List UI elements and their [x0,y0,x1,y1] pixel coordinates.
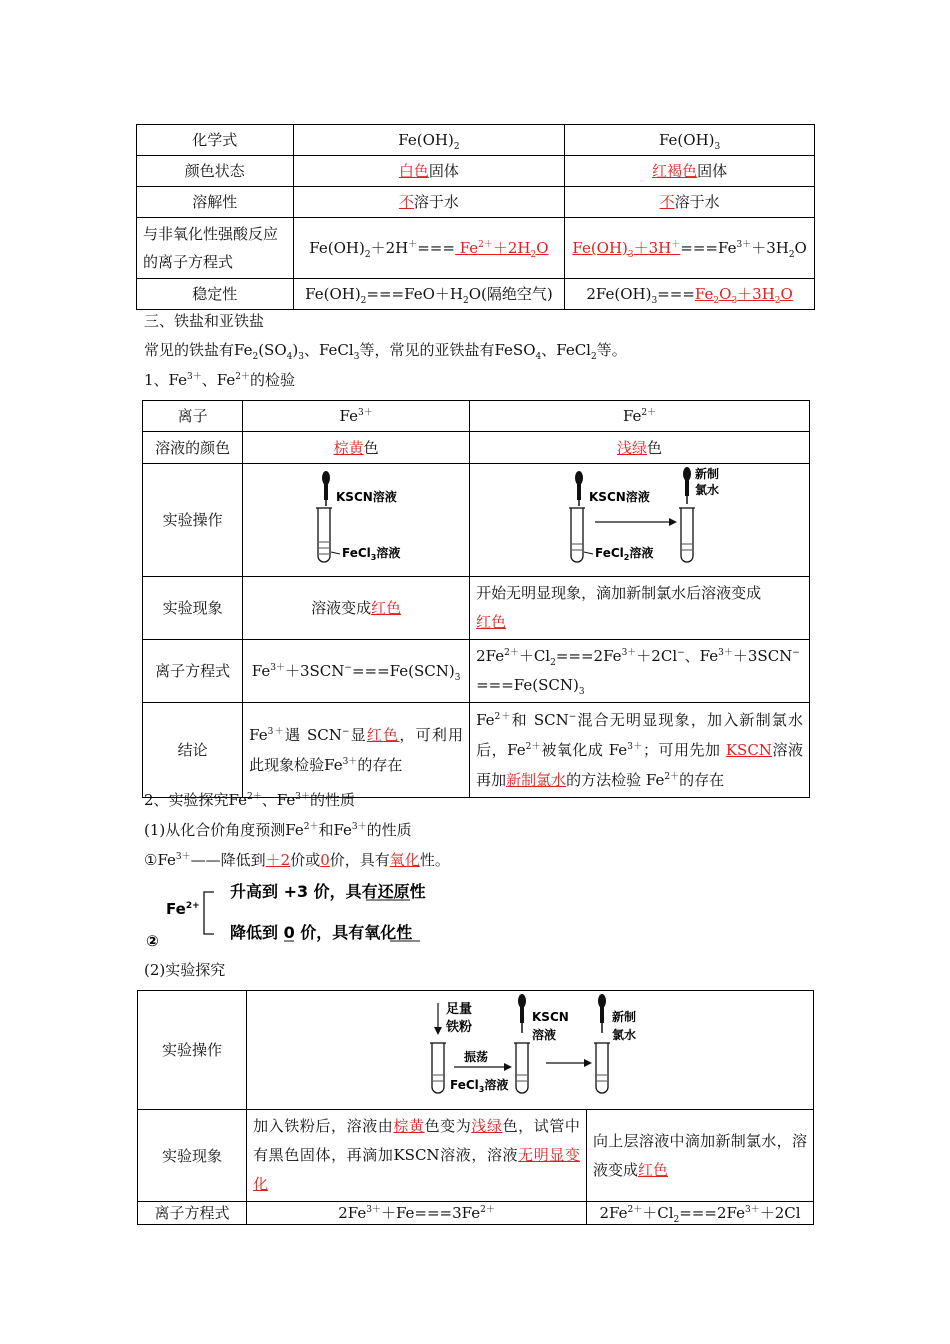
feoh3-solubility: 不溶于水 [565,187,815,218]
paragraph-1a: $①Fe^{3+}——$降低到＋2价或0价，具有氧化性。 [144,851,450,869]
feoh3-color: 红褐色固体 [565,156,815,187]
row-label-equation: 离子方程式 [138,1202,247,1225]
experiment-diagram [250,991,810,1101]
arrow-right-icon [595,518,677,526]
feoh3-stability: $2Fe(OH)_3===Fe_2O_3+3H_2O$ [565,279,815,310]
fecl2-label: FeCl$_2$溶液 [594,546,653,562]
feoh2-solubility: 不溶于水 [293,187,565,218]
row-label-phenomenon: 实验现象 [138,1110,247,1202]
header-ion: 离子 [143,401,243,432]
subheading-1: 1、$Fe^{3+}$、$Fe^{2+}$的检验 [144,371,295,389]
header-feoh3: $Fe(OH)_3$ [565,125,815,156]
new-chlorine-label-2: 氯水 [612,1028,637,1042]
fe2-up-text: 升高到 +3 价，具有还原性 [230,882,426,901]
phenomenon-b: 向上层溶液中滴加新制氯水，溶液变成红色 [586,1110,813,1202]
new-chlorine-label-1: 新制 [612,1010,637,1024]
dropper-icon [518,994,526,1033]
experiment-operation-image [247,991,814,1110]
circle-2-label: ② [146,932,159,950]
fe-hydroxide-table [136,124,815,310]
subheading-2: 2、实验探究$Fe^{2+}$、$Fe^{3+}$的性质 [144,791,355,809]
fe3-equation: $Fe^{3+}+3SCN^-===Fe(SCN)_3$ [243,640,470,703]
fe3-test-diagram [246,464,466,568]
shake-label: 振荡 [464,1050,489,1064]
fecl3-label: FeCl$_3$溶液 [450,1078,509,1094]
row-label-operation: 实验操作 [143,464,243,577]
test-tube-icon [514,1043,530,1093]
feoh2-stability: $Fe(OH)_2===FeO+H_2O$(隔绝空气) [293,279,565,310]
row-label-color: 颜色状态 [137,156,294,187]
fe3-operation-image [243,464,470,577]
fe2-solution-color: 浅绿色 [470,432,810,464]
arrow-right-icon [454,1063,512,1071]
test-tube-icon [594,1043,610,1093]
new-chlorine-label-2: 氯水 [694,483,719,497]
paragraph-1: (1)从化合价角度预测$Fe^{2+}$和$Fe^{3+}$的性质 [144,821,412,839]
ion-test-table [142,400,810,798]
kscn-label-2: 溶液 [532,1028,557,1042]
dropper-icon [683,467,691,504]
equation-a: $2Fe^{3+}+Fe===3Fe^{2+}$ [247,1202,587,1225]
fe2-operation-image [470,464,810,577]
row-label-solubility: 溶解性 [137,187,294,218]
kscn-label-1: KSCN [532,1010,569,1024]
row-label-solution-color: 溶液的颜色 [143,432,243,464]
row-label-acid: 与非氧化性强酸反应的离子方程式 [137,218,294,279]
dropper-icon [322,471,330,506]
bracket-icon [204,892,214,934]
kscn-label: KSCN溶液 [336,490,397,504]
test-tube-icon [430,1043,446,1093]
header-feoh2: $Fe(OH)_2$ [293,125,565,156]
feoh2-color: 白色固体 [293,156,565,187]
fe3-phenomenon: 溶液变成红色 [243,577,470,640]
fe2-ion-label: $Fe^{2+}$ [166,900,200,918]
test-tube-icon [316,508,332,562]
common-salts-line: 常见的铁盐有$Fe_2(SO_4)_3$、FeCl$_3$等，常见的亚铁盐有FeSO$_4$、FeCl$_2$等。 [144,341,627,362]
header-fe3: $Fe^{3+}$ [243,401,470,432]
fe2-test-diagram [475,464,805,568]
phenomenon-a: 加入铁粉后，溶液由棕黄色变为浅绿色，试管中有黑色固体，再滴加KSCN溶液，溶液无明显变化 [247,1110,587,1202]
arrow-down-icon [434,1003,442,1035]
fe2-equation: $2Fe^{2+}+Cl_2===2Fe^{3+}+2Cl^-$、$Fe^{3+}+3SCN^-$ $===Fe(SCN)_3$ [470,640,810,703]
fe2-valence-diagram [144,876,444,950]
header-fe2: $Fe^{2+}$ [470,401,810,432]
experiment-table [137,990,814,1225]
fe2-conclusion: $Fe^{2+}$和 SCN−混合无明显现象，加入新制氯水后，$Fe^{2+}$被氧化成 $Fe^{3+}$；可用先加 KSCN溶液再加新制氯水的方法检验 $Fe^{2+}$的存在 [470,703,810,798]
fe3-conclusion: $Fe^{3+}$遇 SCN−显红色，可利用此现象检验$Fe^{3+}$的存在 [243,703,470,798]
row-label-phenomenon: 实验现象 [143,577,243,640]
arrow-right-icon [546,1059,592,1067]
row-label-operation: 实验操作 [138,991,247,1110]
fe2-phenomenon: 开始无明显现象，滴加新制氯水后溶液变成 红色 [470,577,810,640]
row-label-stability: 稳定性 [137,279,294,310]
row-label-conclusion: 结论 [143,703,243,798]
header-formula: 化学式 [137,125,294,156]
section-3-heading: 三、铁盐和亚铁盐 [144,312,265,330]
equation-b: $2Fe^{2+}+Cl_2===2Fe^{3+}+2Cl$ [586,1202,813,1225]
iron-label-2: 铁粉 [446,1020,473,1035]
dropper-icon [575,471,583,506]
iron-label-1: 足量 [446,1002,473,1017]
row-label-equation: 离子方程式 [143,640,243,703]
fe3-solution-color: 棕黄色 [243,432,470,464]
feoh3-acid-eq: $Fe(OH)_3+3H^+===Fe^{3+}+3H_2O$ [565,218,815,279]
feoh2-acid-eq: $Fe(OH)_2+2H^+=== Fe^{2+}+2H_2O$ [293,218,565,279]
kscn-label: KSCN溶液 [588,490,650,504]
new-chlorine-label-1: 新制 [694,467,719,481]
test-tube-icon [569,508,585,562]
fe2-down-text: 降低到 0 价，具有氧化性 [230,923,413,942]
test-tube-icon [679,508,695,562]
paragraph-2: (2)实验探究 [144,961,226,979]
dropper-icon [598,994,606,1033]
fecl3-label: FeCl$_3$溶液 [342,546,401,562]
